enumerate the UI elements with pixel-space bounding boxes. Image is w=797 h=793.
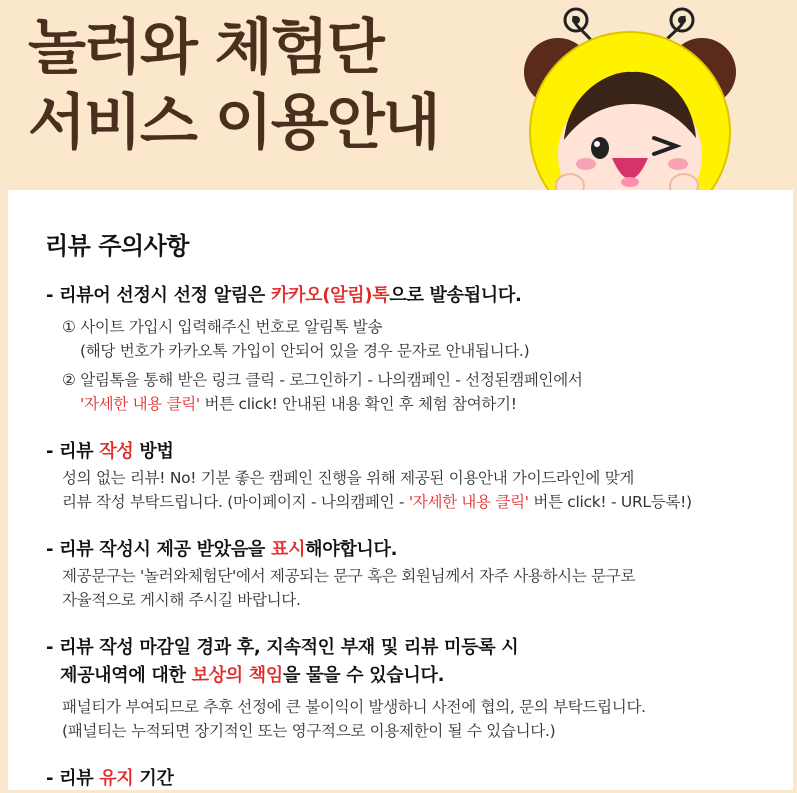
notice-line (46, 392, 786, 416)
heading-text: 을 물을 수 있습니다. (282, 665, 445, 686)
notice-item-heading: - 리뷰 작성 마감일 경과 후, 지속적인 부재 및 리뷰 미등록 시 (46, 637, 519, 658)
notice-line: 성의 없는 리뷰! No! 기분 좋은 캠페인 진행을 위해 제공된 이용안내 가이드라인에 맞게 (62, 469, 635, 487)
notice-line: ① 사이트 가입시 입력해주신 번호로 알림톡 발송 (62, 318, 383, 336)
line-text: 버튼 click! - URL등록!) (528, 493, 692, 511)
notice-line: 패널티가 부여되므로 추후 선정에 큰 불이익이 발생하니 사전에 협의, 문의 부탁드립니다. (62, 698, 646, 716)
line-text: 리뷰 작성 부탁드립니다. (마이페이지 - 나의캠페인 - (62, 493, 409, 511)
heading-highlight: 보상의 책임 (191, 665, 283, 686)
notice-list (46, 282, 786, 793)
line-highlight: '자세한 내용 클릭' (80, 395, 200, 413)
notice-panel (8, 190, 793, 790)
notice-line: ② 알림톡을 통해 받은 링크 클릭 - 로그인하기 - 나의캠페인 - 선정된캠페인에서 (62, 371, 583, 389)
notice-line: (패널티는 누적되면 장기적인 또는 영구적으로 이용제한이 될 수 있습니다.) (62, 722, 556, 740)
heading-text: - 리뷰 (46, 441, 100, 462)
heading-text: - 리뷰 작성시 제공 받았음을 (46, 539, 271, 560)
notice-item-heading (46, 282, 786, 310)
notice-item-heading (46, 765, 786, 793)
notice-item-heading (46, 536, 786, 564)
notice-line: (해당 번호가 카카오톡 가입이 안되어 있을 경우 문자로 안내됩니다.) (80, 342, 530, 360)
heading-highlight: 유지 (99, 768, 134, 789)
line-text: 버튼 click! 안내된 내용 확인 후 체험 참여하기! (199, 395, 517, 413)
heading-text: - 리뷰 (46, 768, 100, 789)
heading-text: - 리뷰어 선정시 선정 알림은 (46, 285, 271, 306)
line-highlight: '자세한 내용 클릭' (408, 493, 529, 511)
heading-highlight: 표시 (270, 539, 306, 560)
heading-text: 방법 (133, 441, 174, 462)
hero-title-line1: 놀러와 체험단 (28, 13, 383, 83)
notice-line: 자율적으로 게시해 주시길 바랍니다. (62, 591, 301, 609)
heading-highlight: 카카오(알림)톡 (270, 285, 390, 306)
notice-line: 제공문구는 '놀러와체험단'에서 제공되는 문구 혹은 회원님께서 자주 사용하시는 문구로 (62, 567, 636, 585)
hero-title-line2: 서비스 이용안내 (28, 88, 439, 158)
heading-text: 기간 (133, 768, 174, 789)
notice-item-heading (46, 662, 786, 690)
notice-line (46, 490, 786, 514)
bee-mascot-icon (520, 0, 750, 195)
notice-item-heading (46, 438, 786, 466)
heading-text: 으로 발송됩니다. (389, 285, 522, 306)
heading-highlight: 작성 (99, 441, 134, 462)
heading-text: 해야합니다. (305, 539, 398, 560)
section-title: 리뷰 주의사항 (45, 232, 189, 260)
heading-text: 제공내역에 대한 (60, 665, 192, 686)
